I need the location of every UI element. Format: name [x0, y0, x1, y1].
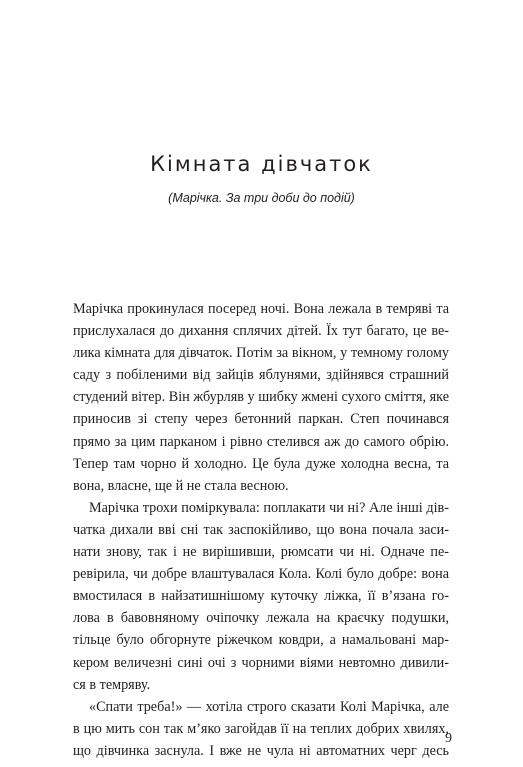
text-line: ся в темряву.: [73, 676, 151, 693]
chapter-title: Кімната дівчаток: [150, 152, 373, 176]
text-line: прислухалася до дихання сплячих дітей. Їх тут багато, це ве-: [73, 323, 449, 340]
subtitle-character-name: Марічка: [172, 191, 219, 205]
text-line: в цю мить сон так м’яко загойдав її на теплих добрих хвилях,: [73, 720, 449, 737]
text-line: прямо за цим парканом і рівно стелився аж до самого обрію.: [73, 433, 449, 450]
text-line: Марічка прокинулася посеред ночі. Вона лежала в темряві та: [73, 301, 449, 317]
text-line: «Спати треба!» — хотіла строго сказати Колі Марічка, але: [89, 698, 449, 715]
text-line: вмостилася в найзатишнішому куточку ліжка, її в’язана го-: [73, 588, 449, 605]
text-line: приносив зі степу через бетонний паркан. Степ починався: [73, 411, 449, 428]
body-text: [73, 298, 449, 762]
text-line: вона, власне, ще й не стала весною.: [73, 477, 289, 494]
text-line: саду з побіленими від зайців яблунями, здійнявся страшний: [73, 367, 449, 384]
subtitle-rest: . За три доби до подій): [218, 191, 355, 205]
subtitle-open-paren: (: [168, 191, 173, 205]
paragraph: [73, 696, 449, 762]
text-line: чатка дихали вві сні так заспокійливо, що вона почала заси-: [73, 521, 449, 538]
text-line: студений вітер. Він жбурляв у шибку жмені сухого сміття, яке: [73, 389, 449, 406]
text-line: лова в бавовняному очіпочку лежала на краєчку подушки,: [73, 610, 449, 627]
text-line: що дівчинка заснула. І вже не чула ні автоматних черг десь: [73, 742, 449, 759]
chapter-subtitle: [0, 191, 523, 205]
text-line: Марічка трохи поміркувала: поплакати чи ні? Але інші дів-: [89, 499, 449, 516]
paragraph: [73, 298, 449, 497]
text-line: кером величезні сині очі з чорними віями невтомно дивили-: [73, 654, 449, 671]
paragraph: [73, 497, 449, 696]
text-line: Тепер там чорно й холодно. Це була дуже холодна весна, та: [73, 455, 449, 472]
text-line: ревірила, чи добре влаштувалася Кола. Колі було добре: вона: [73, 566, 449, 583]
text-line: тільце було обгорнуте ріжечком ковдри, а намальовані мар-: [73, 632, 449, 649]
text-line: нати знову, так і не вирішивши, рюмсати чи ні. Одначе пе-: [73, 544, 449, 561]
page-number: 9: [445, 731, 452, 746]
text-line: лика кімната для дівчаток. Потім за вікном, у темному голому: [73, 345, 449, 362]
